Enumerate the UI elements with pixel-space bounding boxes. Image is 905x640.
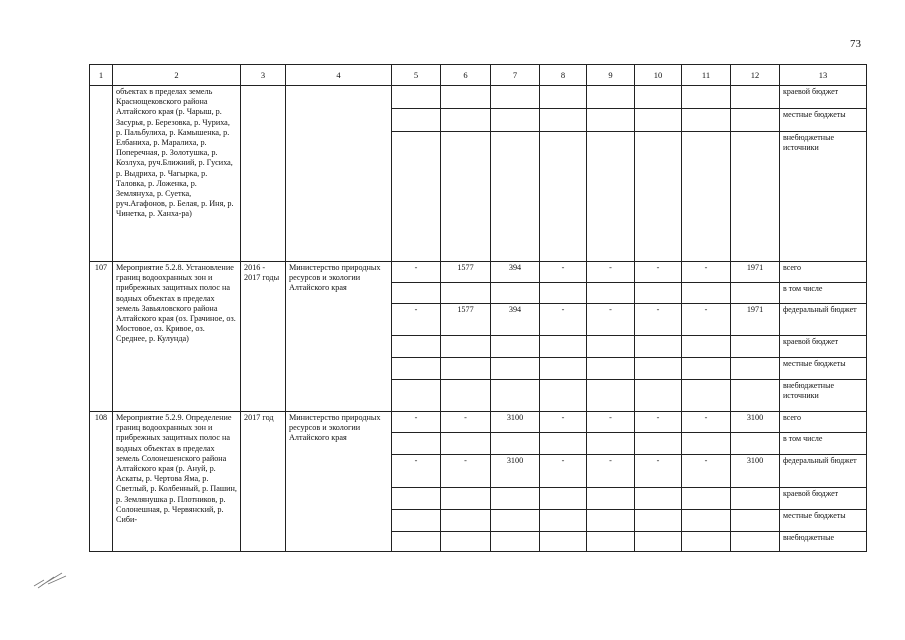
header-cell: 6 xyxy=(441,65,491,86)
empty-cell xyxy=(682,109,731,132)
empty-cell xyxy=(491,532,540,552)
empty-cell xyxy=(392,433,441,455)
empty-cell xyxy=(441,336,491,358)
funding-source: всего xyxy=(780,412,867,433)
empty-cell xyxy=(682,283,731,304)
empty-cell xyxy=(540,86,587,109)
amount-cell: - xyxy=(635,455,682,488)
amount-cell: - xyxy=(682,412,731,433)
empty-cell xyxy=(392,283,441,304)
empty-cell xyxy=(392,132,441,262)
empty-cell xyxy=(540,433,587,455)
amount-cell: - xyxy=(587,412,635,433)
empty-cell xyxy=(441,86,491,109)
row-number: 108 xyxy=(90,412,113,552)
amount-cell: - xyxy=(682,262,731,283)
amount-cell: - xyxy=(540,304,587,336)
empty-cell xyxy=(635,358,682,380)
empty-cell xyxy=(731,283,780,304)
empty-cell xyxy=(392,358,441,380)
amount-cell: - xyxy=(540,412,587,433)
empty-cell xyxy=(540,380,587,412)
table-row xyxy=(90,412,867,433)
empty-cell xyxy=(491,510,540,532)
header-cell: 9 xyxy=(587,65,635,86)
empty-cell xyxy=(491,433,540,455)
empty-cell xyxy=(441,109,491,132)
empty-cell xyxy=(731,336,780,358)
executor: Министерство природных ресурсов и экологии Алтайского края xyxy=(286,262,392,412)
measure-description: Мероприятие 5.2.9. Определение границ водоохранных зон и прибрежных защитных полос на водных объектах в пределах земель Солонешенского района Алтайского края (р. Ануй, р. Аскаты, р. Чертова Яма, р. Светлый, р. Колбенный, р. Пашин, р. Землянушка р. Плотников, р. Солонешная, р. Червянский, р. Сиби- xyxy=(113,412,241,552)
empty-cell xyxy=(635,86,682,109)
empty-cell xyxy=(491,488,540,510)
empty-cell xyxy=(392,109,441,132)
budget-table xyxy=(89,64,867,552)
empty-cell xyxy=(540,109,587,132)
funding-source: местные бюджеты xyxy=(780,358,867,380)
amount-cell: - xyxy=(635,412,682,433)
header-cell: 13 xyxy=(780,65,867,86)
empty-cell xyxy=(635,380,682,412)
empty-cell xyxy=(491,380,540,412)
empty-cell xyxy=(540,336,587,358)
empty-cell xyxy=(587,510,635,532)
empty-cell xyxy=(731,109,780,132)
funding-source: федеральный бюджет xyxy=(780,455,867,488)
empty-cell xyxy=(441,283,491,304)
empty-cell xyxy=(731,510,780,532)
empty-cell xyxy=(635,109,682,132)
empty-cell xyxy=(540,358,587,380)
amount-cell: - xyxy=(682,304,731,336)
amount-cell: - xyxy=(587,304,635,336)
empty-cell xyxy=(491,109,540,132)
amount-cell: 394 xyxy=(491,262,540,283)
empty-cell xyxy=(731,358,780,380)
empty-cell xyxy=(635,488,682,510)
amount-cell: - xyxy=(441,455,491,488)
header-cell: 11 xyxy=(682,65,731,86)
empty-cell xyxy=(441,532,491,552)
amount-cell: - xyxy=(587,262,635,283)
empty-cell xyxy=(682,86,731,109)
empty-cell xyxy=(682,380,731,412)
funding-source: в том числе xyxy=(780,433,867,455)
empty-cell xyxy=(635,433,682,455)
empty-cell xyxy=(587,336,635,358)
empty-cell xyxy=(731,532,780,552)
empty-cell xyxy=(441,358,491,380)
page-number: 73 xyxy=(850,38,861,50)
amount-cell: - xyxy=(635,304,682,336)
empty-cell xyxy=(635,283,682,304)
empty-cell xyxy=(392,510,441,532)
amount-cell: 1577 xyxy=(441,304,491,336)
header-row xyxy=(90,65,867,86)
amount-cell: - xyxy=(682,455,731,488)
empty-cell xyxy=(587,488,635,510)
empty-cell xyxy=(587,109,635,132)
period: 2016 - 2017 годы xyxy=(241,262,286,412)
funding-source: федеральный бюджет xyxy=(780,304,867,336)
funding-source: внебюджетные источники xyxy=(780,132,867,262)
funding-source: местные бюджеты xyxy=(780,109,867,132)
amount-cell: 3100 xyxy=(731,455,780,488)
amount-cell: 3100 xyxy=(491,455,540,488)
empty-cell xyxy=(90,86,113,262)
empty-cell xyxy=(540,510,587,532)
funding-source: внебюджетные xyxy=(780,532,867,552)
funding-source: в том числе xyxy=(780,283,867,304)
empty-cell xyxy=(731,86,780,109)
empty-cell xyxy=(441,132,491,262)
header-cell: 12 xyxy=(731,65,780,86)
empty-cell xyxy=(491,283,540,304)
table-row xyxy=(90,262,867,283)
empty-cell xyxy=(682,433,731,455)
header-cell: 2 xyxy=(113,65,241,86)
amount-cell: 1971 xyxy=(731,262,780,283)
empty-cell xyxy=(635,336,682,358)
empty-cell xyxy=(540,132,587,262)
funding-source: внебюджетные источники xyxy=(780,380,867,412)
empty-cell xyxy=(682,358,731,380)
amount-cell: - xyxy=(392,262,441,283)
measure-description: Мероприятие 5.2.8. Установление границ водоохранных зон и прибрежных защитных полос на водных объектах в пределах земель Завьяловского района Алтайского края (оз. Грачиное, оз. Мостовое, оз. Кривое, оз. Среднее, р. Кулунда) xyxy=(113,262,241,412)
header-cell: 3 xyxy=(241,65,286,86)
header-cell: 8 xyxy=(540,65,587,86)
empty-cell xyxy=(587,358,635,380)
amount-cell: - xyxy=(392,412,441,433)
measure-description: объектах в пределах земель Краснощековского района Алтайского края (р. Чарыш, р. Засурья, р. Березовка, р. Чуриха, р. Пальбулиха, р. Камышенка, р. Елбаниха, р. Маралиха, р. Поперечная, р. Золотушка, р. Козлуха, руч.Ближний, р. Гусиха, р. Выдриха, р. Чагырка, р. Таловка, р. Ложенка, р. Землянуха, р. Суетка, руч.Агафонов, р. Белая, р. Иня, р. Чинетка, р. Ханха-ра) xyxy=(113,86,241,262)
header-cell: 1 xyxy=(90,65,113,86)
empty-cell xyxy=(540,488,587,510)
amount-cell: - xyxy=(635,262,682,283)
empty-cell xyxy=(491,336,540,358)
amount-cell: 394 xyxy=(491,304,540,336)
header-cell: 4 xyxy=(286,65,392,86)
empty-cell xyxy=(392,86,441,109)
empty-cell xyxy=(682,132,731,262)
empty-cell xyxy=(241,86,286,262)
empty-cell xyxy=(587,532,635,552)
period: 2017 год xyxy=(241,412,286,552)
empty-cell xyxy=(441,380,491,412)
empty-cell xyxy=(392,380,441,412)
amount-cell: - xyxy=(392,455,441,488)
amount-cell: - xyxy=(392,304,441,336)
empty-cell xyxy=(491,132,540,262)
funding-source: краевой бюджет xyxy=(780,488,867,510)
table-row xyxy=(90,86,867,109)
amount-cell: 1577 xyxy=(441,262,491,283)
empty-cell xyxy=(635,510,682,532)
empty-cell xyxy=(587,380,635,412)
empty-cell xyxy=(731,433,780,455)
amount-cell: - xyxy=(441,412,491,433)
empty-cell xyxy=(441,510,491,532)
empty-cell xyxy=(441,488,491,510)
amount-cell: 1971 xyxy=(731,304,780,336)
funding-source: всего xyxy=(780,262,867,283)
empty-cell xyxy=(731,488,780,510)
empty-cell xyxy=(635,132,682,262)
empty-cell xyxy=(491,86,540,109)
amount-cell: 3100 xyxy=(491,412,540,433)
empty-cell xyxy=(392,488,441,510)
empty-cell xyxy=(540,283,587,304)
empty-cell xyxy=(731,132,780,262)
empty-cell xyxy=(682,488,731,510)
funding-source: краевой бюджет xyxy=(780,86,867,109)
header-cell: 5 xyxy=(392,65,441,86)
empty-cell xyxy=(682,510,731,532)
header-cell: 7 xyxy=(491,65,540,86)
amount-cell: 3100 xyxy=(731,412,780,433)
amount-cell: - xyxy=(540,455,587,488)
empty-cell xyxy=(540,532,587,552)
empty-cell xyxy=(286,86,392,262)
empty-cell xyxy=(682,532,731,552)
empty-cell xyxy=(587,283,635,304)
empty-cell xyxy=(731,380,780,412)
empty-cell xyxy=(587,132,635,262)
empty-cell xyxy=(587,433,635,455)
executor: Министерство природных ресурсов и экологии Алтайского края xyxy=(286,412,392,552)
empty-cell xyxy=(392,336,441,358)
row-number: 107 xyxy=(90,262,113,412)
funding-source: краевой бюджет xyxy=(780,336,867,358)
empty-cell xyxy=(635,532,682,552)
empty-cell xyxy=(587,86,635,109)
amount-cell: - xyxy=(587,455,635,488)
funding-source: местные бюджеты xyxy=(780,510,867,532)
header-cell: 10 xyxy=(635,65,682,86)
empty-cell xyxy=(392,532,441,552)
scribble-mark xyxy=(32,568,68,590)
empty-cell xyxy=(682,336,731,358)
empty-cell xyxy=(441,433,491,455)
amount-cell: - xyxy=(540,262,587,283)
empty-cell xyxy=(491,358,540,380)
